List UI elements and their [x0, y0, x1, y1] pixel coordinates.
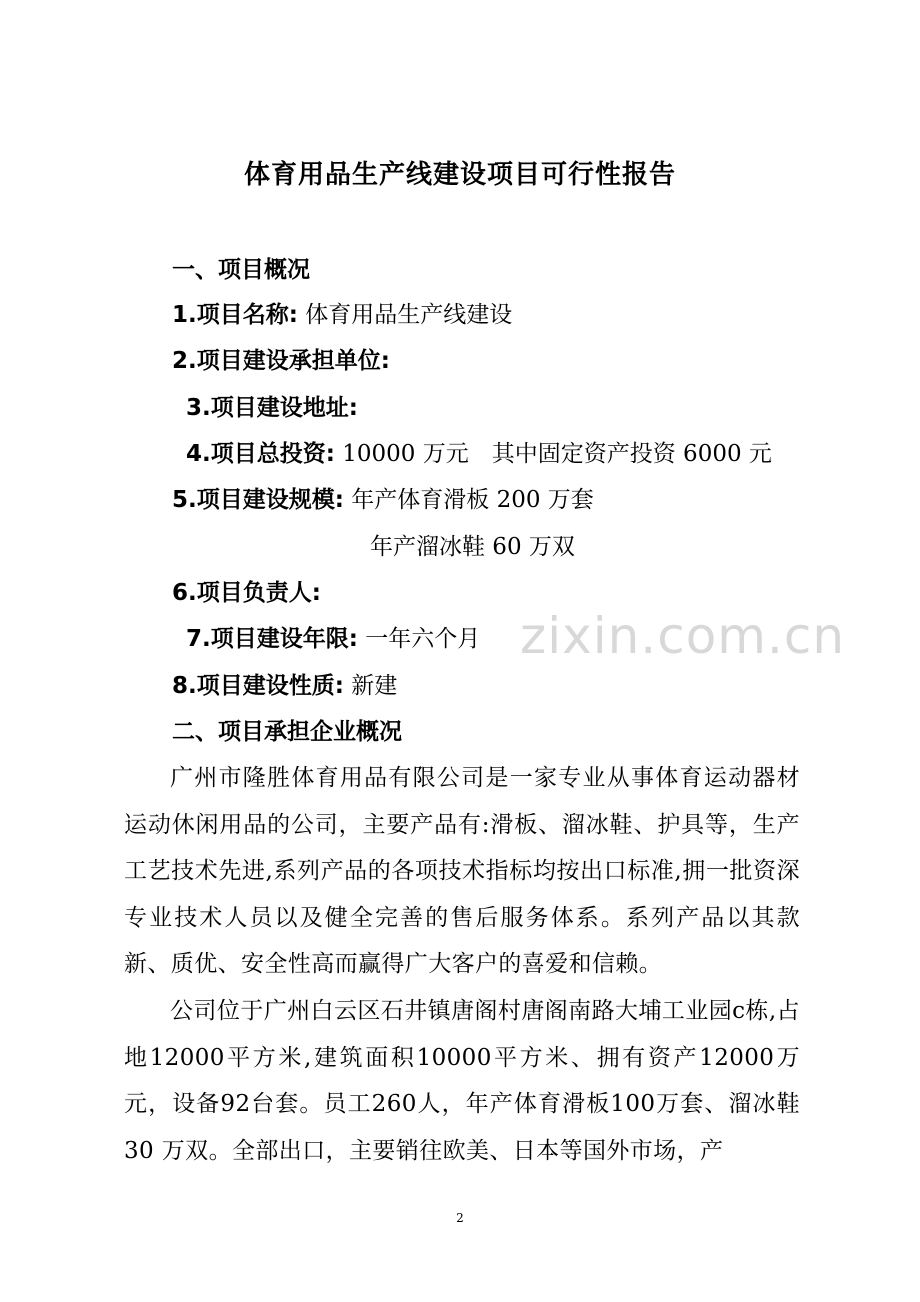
paragraph-company-location: 公司位于广州白云区石井镇唐阁村唐阁南路大埔工业园c栋,占地12000平方米,建筑面积10000平方米、拥有资产12000万元，设备92台套。员工260人，年产体育滑板100万套、溜冰鞋 30 万双。全部出口，主要销往欧美、日本等国外市场，产	[124, 998, 800, 1164]
item-label: 2.项目建设承担单位:	[172, 348, 390, 374]
item-value: 10000 万元 其中固定资产投资 6000 元	[342, 441, 772, 467]
item-scale	[172, 477, 594, 523]
item-label: 4.项目总投资:	[186, 441, 335, 467]
document-title: 体育用品生产线建设项目可行性报告	[243, 160, 676, 190]
item-scale-line2: 年产溜冰鞋 60 万双	[370, 534, 575, 560]
item-responsible-person	[172, 570, 321, 616]
item-total-investment	[186, 431, 772, 477]
item-label: 7.项目建设年限:	[186, 626, 358, 652]
item-label: 5.项目建设规模:	[172, 487, 344, 513]
item-undertaking-unit	[172, 338, 390, 384]
section-heading-company: 二、项目承担企业概况	[172, 719, 402, 745]
page-number: 2	[456, 1211, 464, 1225]
item-label: 6.项目负责人:	[172, 580, 321, 606]
item-nature	[172, 663, 397, 709]
item-value: 体育用品生产线建设	[305, 302, 513, 328]
item-duration	[186, 616, 480, 662]
item-value: 新建	[351, 673, 398, 699]
paragraph-company-intro: 广州市隆胜体育用品有限公司是一家专业从事体育运动器材运动休闲用品的公司，主要产品有:滑板、溜冰鞋、护具等，生产工艺技术先进,系列产品的各项技术指标均按出口标准,拥一批资深专业技术人员以及健全完善的售后服务体系。系列产品以其款新、质优、安全性高而赢得广大客户的喜爱和信赖。	[124, 765, 800, 977]
item-project-name	[172, 292, 512, 338]
item-label: 3.项目建设地址:	[186, 395, 358, 421]
section-heading-overview: 一、项目概况	[172, 257, 310, 283]
item-label: 8.项目建设性质:	[172, 673, 344, 699]
item-address	[186, 385, 358, 431]
item-value: 年产体育滑板 200 万套	[351, 487, 594, 513]
watermark: zixin.com.cn	[520, 607, 846, 665]
item-value: 一年六个月	[365, 626, 481, 652]
item-label: 1.项目名称:	[172, 302, 298, 328]
